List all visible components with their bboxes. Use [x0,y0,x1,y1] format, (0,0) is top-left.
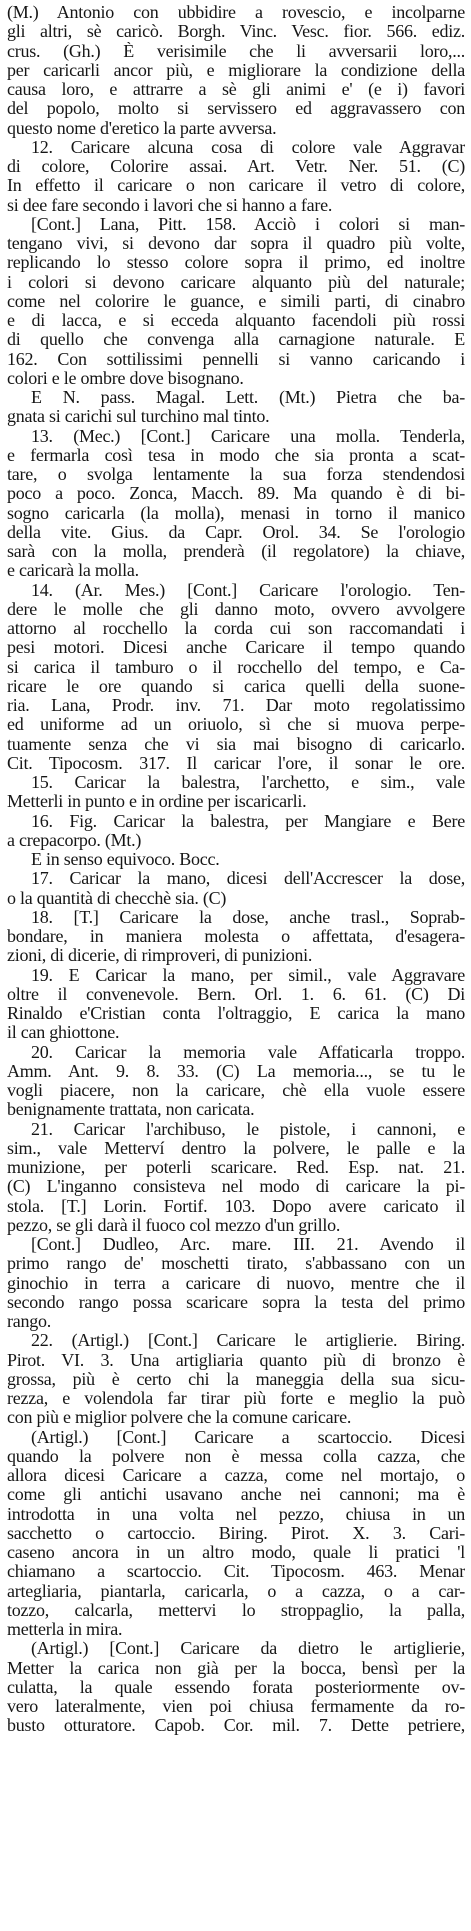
text-line: vero lateralmente, vien poi chiusa fermamente da ro- [7,1697,465,1716]
text-line: replicando lo stesso colore sopra il primo, ed inoltre [7,253,465,273]
text-line: 22. (Artigl.) [Cont.] Caricare le artiglierie. Biring. [31,1331,465,1351]
text-line: [Cont.] Dudleo, Arc. mare. III. 21. Avendo il [31,1235,465,1254]
text-line: In effetto il caricare o non caricare il vetro di colore, [7,176,465,196]
text-line: 13. (Mec.) [Cont.] Caricare una molla. Tenderla, [31,426,465,446]
text-line: sim., vale Metterví dentro la polvere, le palle e la [7,1138,465,1158]
text-line: Pirot. VI. 3. Una artigliaria quanto più di bronzo è [7,1350,465,1370]
text-line: zioni, di dicerie, di rimproveri, di punizioni. [7,946,313,966]
text-line: busto otturatore. Capob. Cor. mil. 7. Dette petriere, [7,1716,465,1736]
text-line: per caricarli ancor più, e migliorare la condizione della [7,60,465,80]
text-line: artegliaria, piantarla, caricarla, o a cazza, o a car- [7,1581,465,1601]
text-line: secondo rango possa scaricare sopra la testa del primo [7,1292,465,1312]
text-line: i colori si devono caricare alquanto più del naturale; [7,272,465,292]
text-line: 162. Con sottilissimi pennelli si vanno caricando i [7,349,465,369]
text-line: 15. Caricar la balestra, l'archetto, e sim., vale [31,773,465,792]
text-line: (Artigl.) [Cont.] Caricare a scartoccio. Dicesi [31,1427,465,1447]
dictionary-text-column [7,3,465,1736]
text-line: questo nome d'eretico la parte avversa. [7,118,277,138]
text-line: introdotta in una volta nel pezzo, chiusa in un [7,1504,465,1524]
text-line: (C) L'inganno consisteva nel modo di caricare la pi- [7,1177,465,1197]
text-line: grossa, più è certo chi la maneggia della sua sicu- [7,1369,465,1389]
text-line: Rinaldo e'Cristian conta l'oltraggio, E carica la mano [7,1004,465,1023]
text-line: munizione, per poterli scaricare. Red. Esp. nat. 21. [7,1158,465,1177]
text-line: metterla in mira. [7,1620,123,1639]
text-line: ed uniforme ad un oriuolo, sì che si muova perpe- [7,715,465,735]
text-line: E in senso equivoco. Bocc. [31,850,220,869]
text-line: e fermarla così tesa in modo che sia pronta a scat- [7,445,465,465]
text-line: 20. Caricar la memoria vale Affaticarla troppo. [31,1042,465,1062]
text-line: tare, o svolga lentamente la sua forza stendendosi [7,465,465,484]
text-line: 12. Caricare alcuna cosa di colore vale Aggravar [31,137,465,157]
text-line: pesi motori. Dicesi anche Caricare il tempo quando [7,638,465,658]
text-line: (Artigl.) [Cont.] Caricare da dietro le artiglierie, [31,1639,465,1659]
text-line: ginochio in terra a caricare di nuovo, mentre che il [7,1273,465,1293]
text-line: rezza, e volendola far tirar più forte e meglio la può [7,1389,465,1408]
text-line: tozzo, calcarla, mettervi lo stroppaglio, la palla, [7,1600,465,1620]
text-line: Cit. Tipocosm. 317. Il caricar l'ore, il sonar le ore. [7,753,465,773]
text-line: Metterli in punto e in ordine per iscaricarli. [7,792,307,812]
text-line: rango. [7,1312,51,1331]
text-line: gnata si carichi sul turchino mal tinto. [7,407,270,427]
text-line: si carica il tamburo o il rocchello del tempo, e Ca- [7,657,465,677]
text-line: bondare, in maniera molesta o affettata, d'esagera- [7,927,465,946]
text-line: sogno caricarla (la molla), menasi in torno il manico [7,503,465,523]
text-line: 17. Caricar la mano, dicesi dell'Accrescer la dose, [31,869,465,889]
text-line: benignamente trattata, non caricata. [7,1100,255,1120]
text-line: attorno al rocchello la corda cui son raccomandati i [7,619,465,638]
text-line: stola. [T.] Lorin. Fortif. 103. Dopo avere caricato il [7,1196,465,1216]
text-line: tuamente senza che vi sia mai bisogno di caricarlo. [7,734,465,754]
text-line: del popolo, molto si servissero ed aggravassero con [7,99,465,119]
text-line: Metter la carica non già per la bocca, bensì per la [7,1658,465,1678]
text-line: vogli piacere, non la caricare, chè ella vuole essere [7,1081,465,1100]
text-line: ria. Lana, Prodr. inv. 71. Dar moto regolatissimo [7,696,465,715]
text-line: quando la polvere non è messa colla cazza, che [7,1446,465,1466]
text-line: poco a poco. Zonca, Macch. 89. Ma quando è di bi- [7,484,465,504]
text-line: a crepacorpo. (Mt.) [7,830,142,850]
text-line: 14. (Ar. Mes.) [Cont.] Caricare l'orologio. Ten- [31,580,465,600]
text-line: 18. [T.] Caricare la dose, anche trasl., Soprab- [31,907,465,927]
text-line: si dee fare secondo i lavori che si hanno a fare. [7,195,333,215]
text-line: come gli antichi usavano anche nei cannoni; ma è [7,1485,465,1505]
text-line: come nel colorire le guance, e simili parti, di cinabro [7,291,465,311]
text-line: sacchetto o cartoccio. Biring. Pirot. X. 3. Cari- [7,1523,465,1543]
text-line: ricare le ore quando si carica quelli della suone- [7,676,465,696]
text-line: sarà con la molla, prenderà (il regolatore) la chiave, [7,542,465,561]
text-line: tengano vivi, si devono dar sopra il quadro più volte, [7,234,465,253]
text-line: con più e miglior polvere che la comune caricare. [7,1408,352,1428]
text-line: e caricarà la molla. [7,561,139,581]
text-line: colori e le ombre dove bisognano. [7,368,244,388]
text-line: gli altri, sè caricò. Borgh. Vinc. Vesc. fior. 566. ediz. [7,22,465,42]
text-line: crus. (Gh.) È verisimile che li avversarii loro,... [7,41,465,61]
text-line: E N. pass. Magal. Lett. (Mt.) Pietra che ba- [31,388,465,407]
text-line: oltre il convenevole. Bern. Orl. 1. 6. 61. (C) Di [7,984,465,1004]
text-line: allora dicesi Caricare a cazza, come nel mortajo, o [7,1466,465,1485]
text-line: dere le molle che gli danno moto, ovvero avvolgere [7,599,465,619]
text-line: (M.) Antonio con ubbidire a rovescio, e incolparne [7,3,465,22]
text-line: o la quantità di checchè sia. (C) [7,888,227,908]
text-line: [Cont.] Lana, Pitt. 158. Acciò i colori si man- [31,214,465,234]
text-line: culatta, la quale essendo forata posteriormente ov- [7,1677,465,1697]
text-line: pezzo, se gli darà il fuoco col mezzo d'un grillo. [7,1215,341,1235]
text-line: caseno ancora in un altro modo, quale li pratici 'l [7,1543,465,1562]
text-line: il can ghiottone. [7,1023,120,1043]
text-line: primo rango de' moschetti tirato, s'abbassano con un [7,1254,465,1274]
text-line: causa loro, e attrarre a sè gli animi e' (e i) favori [7,80,465,99]
text-line: Amm. Ant. 9. 8. 33. (C) La memoria..., se tu le [7,1061,465,1081]
text-line: 19. E Caricar la mano, per simil., vale Aggravare [31,965,465,985]
text-line: di quello che convenga alla carnagione naturale. E [7,330,465,350]
text-line: di colore, Colorire assai. Art. Vetr. Ner. 51. (C) [7,157,465,176]
text-line: della vite. Gius. da Capr. Orol. 34. Se l'orologio [7,522,465,542]
text-line: 21. Caricar l'archibuso, le pistole, i cannoni, e [31,1119,465,1139]
text-line: 16. Fig. Caricar la balestra, per Mangiare e Bere [31,811,465,831]
text-line: chiamano a scartoccio. Cit. Tipocosm. 463. Menar [7,1562,465,1582]
text-line: e di lacca, e si ecceda alquanto facendoli più rossi [7,311,465,330]
